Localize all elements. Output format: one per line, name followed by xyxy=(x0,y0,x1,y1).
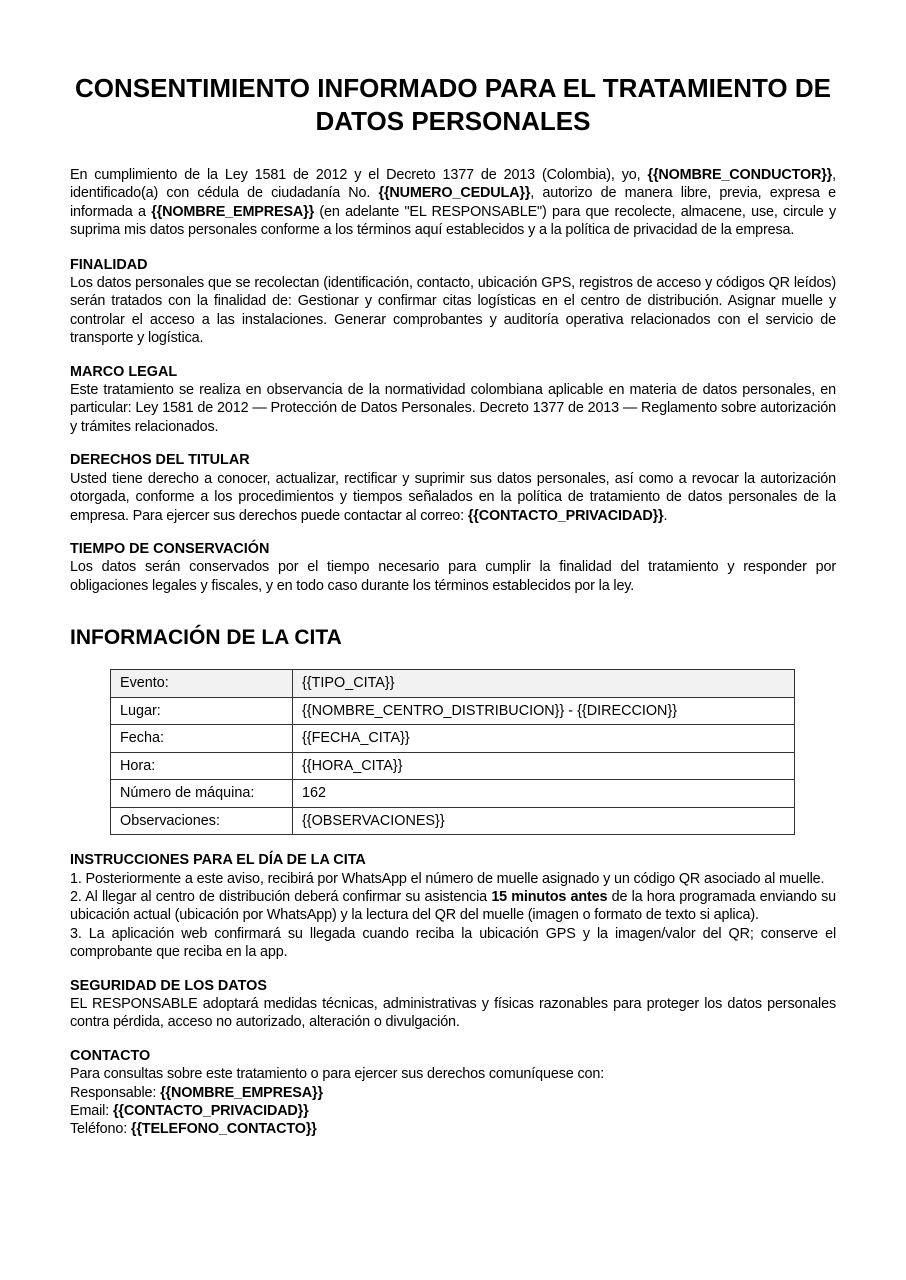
section-heading: SEGURIDAD DE LOS DATOS xyxy=(70,977,267,994)
table-row xyxy=(111,752,795,780)
row-value: 162 xyxy=(293,780,795,808)
row-label: Observaciones: xyxy=(111,807,293,835)
label: Teléfono: xyxy=(70,1121,131,1138)
row-value: {{HORA_CITA}} xyxy=(293,752,795,780)
row-label: Evento: xyxy=(111,670,293,698)
placeholder-nombre-empresa: {{NOMBRE_EMPRESA}} xyxy=(151,203,315,220)
section-text: EL RESPONSABLE adoptará medidas técnicas, administrativas y físicas razonables para proteger los datos personales contra pérdida, acceso no autorizado, alteración o divulgación. xyxy=(70,995,836,1031)
instruction-text: de la hora programada enviando su ubicación actual (ubicación por WhatsApp) y la lectura del QR del muelle (imagen o formato de texto si aplica). xyxy=(70,888,836,924)
row-label: Hora: xyxy=(111,752,293,780)
section-heading: CONTACTO xyxy=(70,1047,151,1064)
section-contacto xyxy=(70,1047,836,1139)
intro-paragraph xyxy=(70,166,836,240)
section-text: Este tratamiento se realiza en observancia de la normatividad colombiana aplicable en materia de datos personales, en particular: Ley 1581 de 2012 — Protección de Datos Personales. Decreto 1377 de 2013 — Reglamento sobre autorización y trámites relacionados. xyxy=(70,382,836,435)
contact-email xyxy=(70,1102,836,1120)
table-row xyxy=(111,807,795,835)
table-row xyxy=(111,725,795,753)
instruction-item xyxy=(70,888,836,925)
row-value: {{TIPO_CITA}} xyxy=(293,670,795,698)
placeholder-nombre-conductor: {{NOMBRE_CONDUCTOR}} xyxy=(647,167,833,183)
section-instrucciones xyxy=(70,851,836,961)
instruction-emphasis: 15 minutos antes xyxy=(491,888,608,905)
contact-telefono xyxy=(70,1120,836,1138)
placeholder-numero-cedula: {{NUMERO_CEDULA}} xyxy=(378,185,531,202)
row-value: {{FECHA_CITA}} xyxy=(293,725,795,753)
label: Email: xyxy=(70,1103,113,1119)
period: . xyxy=(663,507,668,524)
cita-heading: INFORMACIÓN DE LA CITA xyxy=(70,626,342,650)
table-row xyxy=(111,780,795,808)
section-text xyxy=(70,470,836,525)
label: Responsable: xyxy=(70,1084,161,1101)
section-tiempo xyxy=(70,540,836,595)
section-heading: MARCO LEGAL xyxy=(70,363,178,380)
section-heading: INSTRUCCIONES PARA EL DÍA DE LA CITA xyxy=(70,852,366,869)
instruction-text: 2. Al llegar al centro de distribución deberá confirmar su asistencia xyxy=(70,888,492,905)
derechos-text: Usted tiene derecho a conocer, actualizar, rectificar y suprimir sus datos personales, así como a revocar la autorización otorgada, conforme a los procedimientos y tiempos señalados en la política de tratamiento de datos personales de la empresa. Para ejercer sus derechos puede contactar al correo: xyxy=(70,470,836,524)
intro-text: , identificado(a) con cédula de ciudadanía No. xyxy=(70,167,836,202)
row-label: Lugar: xyxy=(111,697,293,725)
row-label: Número de máquina: xyxy=(111,780,293,808)
placeholder-contacto-privacidad: {{CONTACTO_PRIVACIDAD}} xyxy=(467,507,664,524)
section-seguridad xyxy=(70,977,836,1032)
section-text: Para consultas sobre este tratamiento o para ejercer sus derechos comuníquese con: xyxy=(70,1066,605,1083)
value: {{NOMBRE_EMPRESA}} xyxy=(160,1084,323,1101)
intro-text: (en adelante "EL RESPONSABLE") para que recolecte, almacene, use, circule y suprima mis datos personales conforme a los términos aquí establecidos y a la política de privacidad de la empresa. xyxy=(70,203,836,239)
row-value: {{OBSERVACIONES}} xyxy=(293,807,795,835)
row-label: Fecha: xyxy=(111,725,293,753)
table-row xyxy=(111,670,795,698)
section-marco-legal xyxy=(70,363,836,437)
section-text: Los datos serán conservados por el tiempo necesario para cumplir la finalidad del tratamiento y responder por obligaciones legales y fiscales, y en todo caso durante los términos establecidos por la ley. xyxy=(70,559,836,594)
intro-text: , autorizo de manera libre, previa, expresa e informada a xyxy=(70,185,836,220)
value: {{TELEFONO_CONTACTO}} xyxy=(130,1121,317,1138)
intro-text: En cumplimiento de la Ley 1581 de 2012 y el Decreto 1377 de 2013 (Colombia), yo, xyxy=(70,167,648,183)
table-row xyxy=(111,697,795,725)
instruction-item: 3. La aplicación web confirmará su llegada cuando reciba la ubicación GPS y la imagen/valor del QR; conserve el comprobante que reciba en la app. xyxy=(70,925,836,961)
section-heading: TIEMPO DE CONSERVACIÓN xyxy=(70,540,270,557)
value: {{CONTACTO_PRIVACIDAD}} xyxy=(112,1103,309,1119)
section-heading: FINALIDAD xyxy=(70,256,148,273)
contact-responsable xyxy=(70,1084,836,1102)
section-text: Los datos personales que se recolectan (identificación, contacto, ubicación GPS, registros de acceso y códigos QR leídos) serán tratados con la finalidad de: Gestionar y confirmar citas logísticas en el centro de distribución. Asignar muelle y controlar el acceso a las instalaciones. Generar comprobantes y auditoría operativa relacionados con el servicio de transporte y logística. xyxy=(70,275,836,347)
section-finalidad xyxy=(70,256,836,348)
document-title: CONSENTIMIENTO INFORMADO PARA EL TRATAMIENTO DE DATOS PERSONALES xyxy=(75,73,831,136)
document-page xyxy=(70,0,836,1139)
instruction-item: 1. Posteriormente a este aviso, recibirá por WhatsApp el número de muelle asignado y un código QR asociado al muelle. xyxy=(70,870,825,887)
section-derechos xyxy=(70,451,836,525)
cita-table xyxy=(110,669,795,835)
row-value: {{NOMBRE_CENTRO_DISTRIBUCION}} - {{DIRECCION}} xyxy=(293,697,795,725)
section-heading: DERECHOS DEL TITULAR xyxy=(70,452,250,469)
